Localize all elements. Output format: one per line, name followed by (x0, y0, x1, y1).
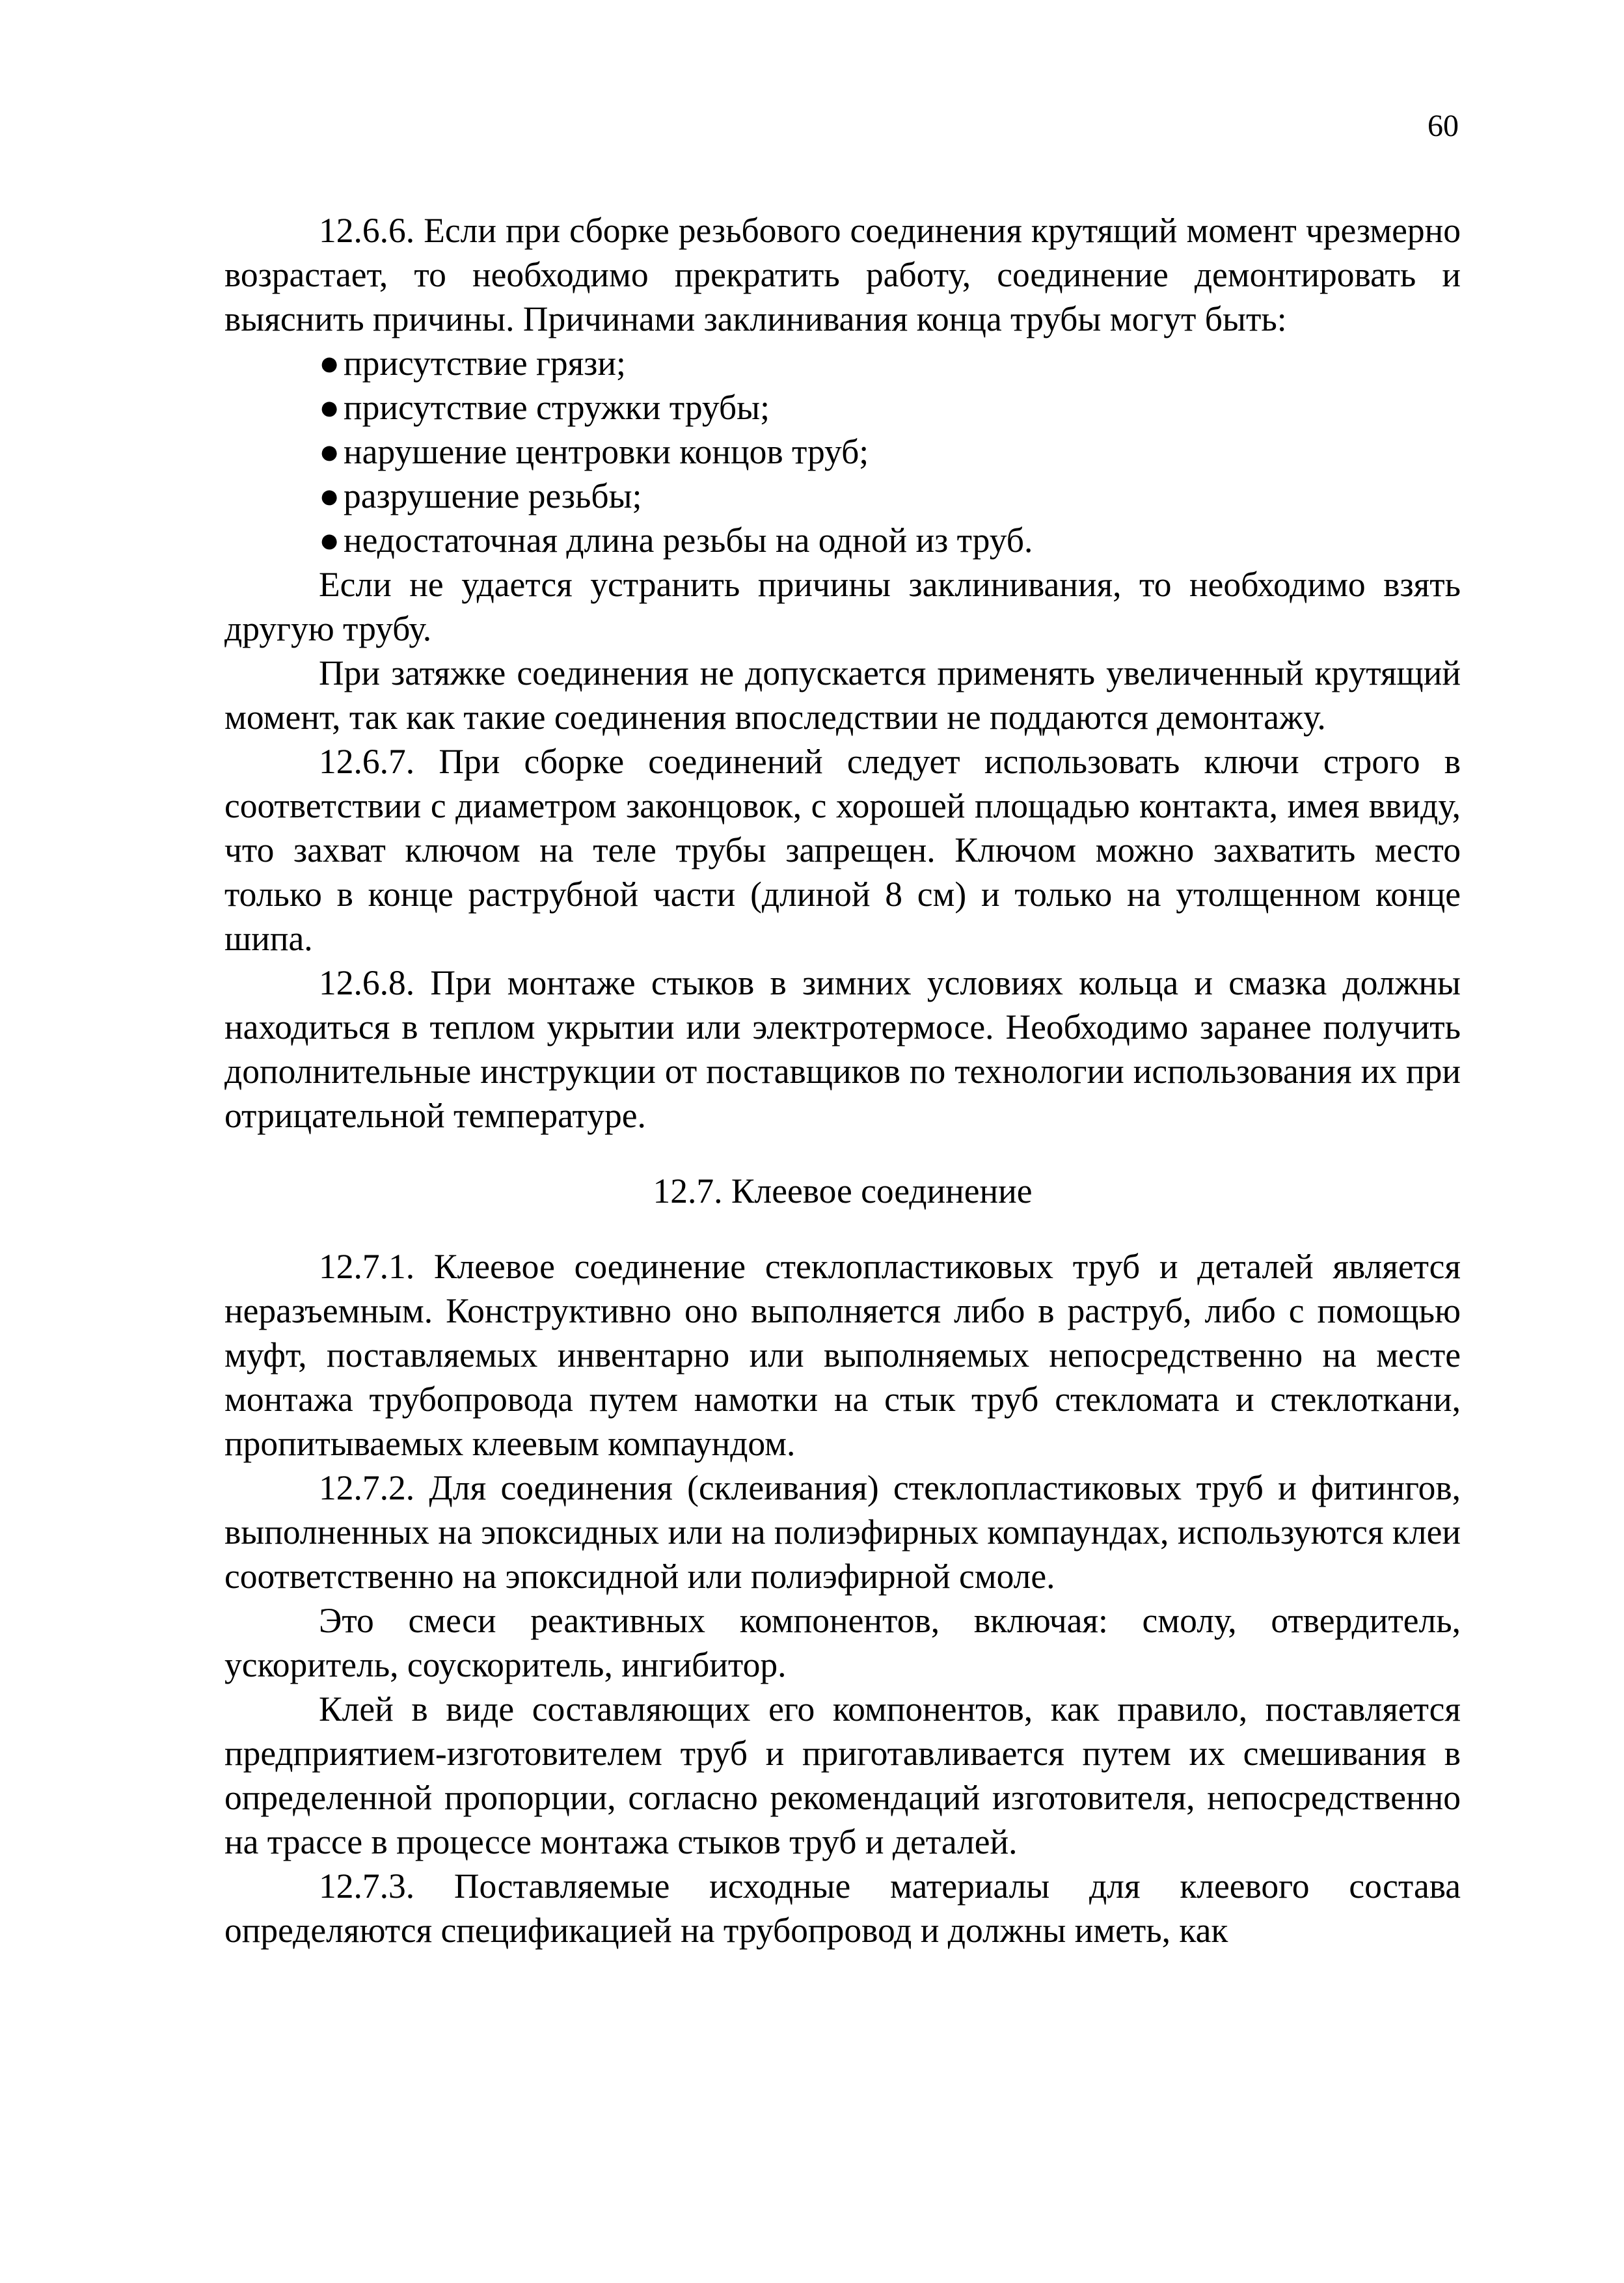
paragraph-glue-supply: Клей в виде составляющих его компонентов, как правило, поставляется предприятием-изготовителем труб и приготавливается путем их смешивания в определенной пропорции, согласно рекомендаций изготовителя, непосредственно на трассе в процессе монтажа стыков труб и деталей. (224, 1689, 1461, 1861)
paragraph-12-6-7: 12.6.7. При сборке соединений следует использовать ключи строго в соответствии с диаметром законцовок, с хорошей площадью контакта, имея ввиду, что захват ключом на теле трубы запрещен. Ключом можно захватить место только в конце раструбной части (длиной 8 см) и только на утолщенном конце шипа. (224, 742, 1461, 958)
paragraph-12-7-2: 12.7.2. Для соединения (склеивания) стеклопластиковых труб и фитингов, выполненных на эпоксидных или на полиэфирных компаундах, используются клеи соответственно на эпоксидной или полиэфирной смоле. (224, 1468, 1461, 1596)
list-item-text: нарушение центровки концов труб; (344, 432, 869, 471)
bullet-dot-icon: ● (319, 344, 340, 383)
list-item-text: разрушение резьбы; (344, 476, 642, 515)
page-content (224, 208, 1461, 1952)
page-number: 60 (1428, 109, 1459, 143)
list-item (224, 341, 1461, 385)
list-item-text: недостаточная длина резьбы на одной из труб. (344, 521, 1033, 560)
paragraph-12-7-3: 12.7.3. Поставляемые исходные материалы для клеевого состава определяются спецификацией на трубопровод и должны иметь, как (224, 1866, 1461, 1950)
list-item-text: присутствие стружки трубы; (344, 388, 770, 427)
paragraph-12-6-6: 12.6.6. Если при сборке резьбового соединения крутящий момент чрезмерно возрастает, то необходимо прекратить работу, соединение демонтировать и выяснить причины. Причинами заклинивания конца трубы могут быть: (224, 211, 1461, 338)
bullet-dot-icon: ● (319, 432, 340, 471)
bullet-list (224, 341, 1461, 562)
list-item (224, 474, 1461, 518)
bullet-dot-icon: ● (319, 476, 340, 515)
paragraph-12-6-8: 12.6.8. При монтаже стыков в зимних условиях кольца и смазка должны находиться в теплом укрытии или электротермосе. Необходимо заранее получить дополнительные инструкции от поставщиков по технологии использования их при отрицательной температуре. (224, 963, 1461, 1135)
paragraph-torque-warning: При затяжке соединения не допускается применять увеличенный крутящий момент, так как такие соединения впоследствии не поддаются демонтажу. (224, 653, 1461, 737)
section-heading: 12.7. Клеевое соединение (653, 1171, 1033, 1210)
list-item (224, 430, 1461, 474)
bullet-dot-icon: ● (319, 388, 340, 427)
paragraph-wedging-fix: Если не удается устранить причины заклинивания, то необходимо взять другую трубу. (224, 565, 1461, 648)
paragraph-reactive-components: Это смеси реактивных компонентов, включая: смолу, отвердитель, ускоритель, соускоритель, ингибитор. (224, 1601, 1461, 1684)
list-item-text: присутствие грязи; (344, 344, 626, 383)
list-item (224, 385, 1461, 430)
paragraph-12-7-1: 12.7.1. Клеевое соединение стеклопластиковых труб и деталей является неразъемным. Конструктивно оно выполняется либо в раструб, либо с помощью муфт, поставляемых инвентарно или выполняемых непосредственно на месте монтажа трубопровода путем намотки на стык труб стекломата и стеклоткани, пропитываемых клеевым компаундом. (224, 1247, 1461, 1463)
list-item (224, 518, 1461, 562)
bullet-dot-icon: ● (319, 521, 340, 560)
